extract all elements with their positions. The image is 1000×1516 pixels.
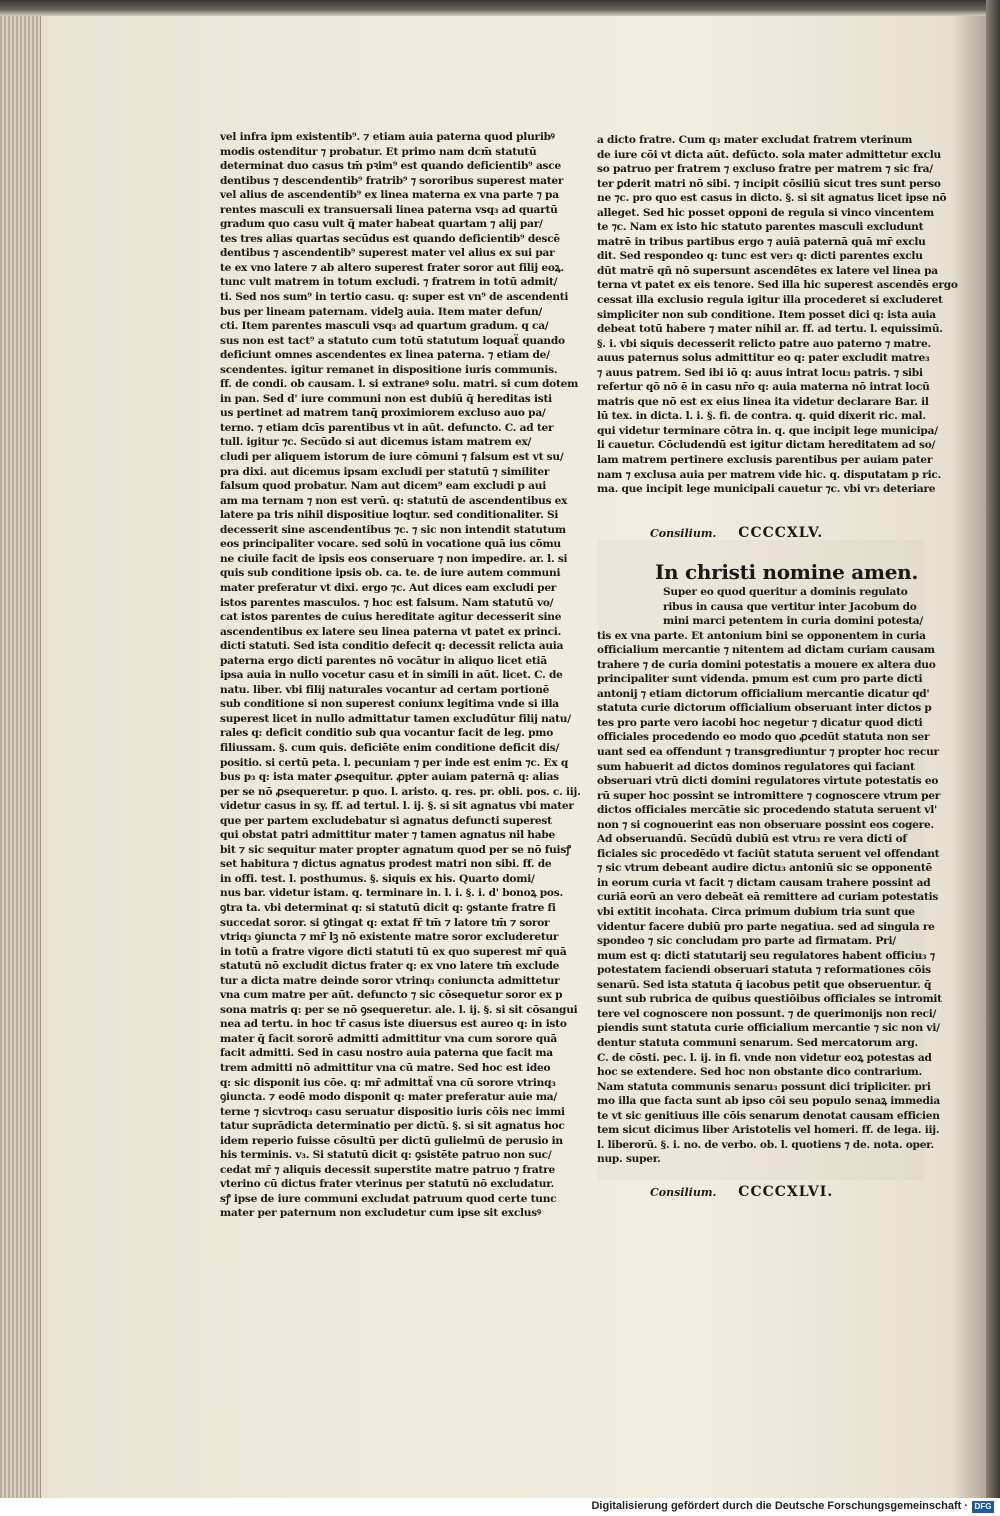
text-line: Nam statuta communis senaru₃ possunt dici tripliciter. pri [597,1080,931,1093]
text-line: nea ad tertu. in hoc tr̄ casus iste diuersus est aureo q: in isto [220,1018,567,1031]
text-line: ⁊ auus patrem. Sed ibi iō q: auus intrat locu₃ patris. ⁊ sibi [597,366,923,379]
text-line: mater q̄ facit sororē admitti admittitur vna cum sorore quā [220,1032,558,1045]
text-line: senarū. Sed ista statuta q̄ iacobus petit que obseruentur. q̄ [597,978,932,991]
footer-credit: Digitalisierung gefördert durch die Deutsche Forschungsgemeinschaft · [591,1500,968,1512]
text-line: te vt sic genitiuus ille cōis senarum denotat causam efficien [597,1109,940,1122]
text-line: terne ⁊ sicvtroq₃ casu seruatur dispositio iuris cōis nec immi [220,1105,565,1118]
text-line: que per partem excludebatur si agnatus defuncti superest [220,814,552,827]
text-line: ter ꝑderit matri nō sibi. ⁊ incipit cōsiliū sicut tres sunt perso [597,177,941,190]
text-line: vel infra ipm existentib⁹. ⁊ etiam auia paterna quod pluribꝰ [220,131,555,143]
text-line: obseruari vtrū dicti domini regulatores virtute potestatis eo [597,775,939,788]
text-line: his terminis. v₃. Si statutū dicit q: ꝯsistēte patruo non suc/ [220,1149,552,1162]
text-line: simpliciter non sub conditione. Item posset dici q: ista auia [597,308,936,321]
text-line: terno. ⁊ etiam dcīs parentibus vt in aūt. defuncto. C. ad ter [220,421,554,434]
text-line: per se nō ꝓsequeretur. p quo. l. aristo. q. res. pr. obli. pos. c. iij. [220,785,581,798]
text-line: curiā eorū an vero debeāt eā remittere ad curiam potestatis [597,891,939,904]
left-text-column [220,130,581,1221]
text-line: in totū a fratre vigore dicti statuti tū ex quo superest mr̄ quā [220,945,567,958]
text-line: statutū nō excludit dictus frater q: ex vno latere tm̄ exclude [220,960,560,973]
right-text-column-mid [597,585,942,1167]
text-line: am ma ternam ⁊ non est verū. q: statutū de ascendentibus ex [220,494,568,507]
text-line: gradum quo casu vult q̄ mater habeat quartam ⁊ alij par/ [220,218,543,231]
consilium-heading-446 [650,1181,833,1200]
text-line: mo illa que facta sunt ab ipso cōi seu populo senaꝝ immedia [597,1095,940,1108]
text-line: bus per lineam paternam. videlꝫ auia. Item mater defun/ [220,305,543,318]
text-line: tes pro parte vero iacobi hoc negetur ⁊ dicatur quod dicti [597,716,923,729]
text-line: ti. Sed nos sum⁹ in tertio casu. q: super est vn⁹ de ascendenti [220,291,569,304]
text-line: uant sed ea offendunt ⁊ transgrediuntur ⁊ propter hoc recur [597,746,939,759]
text-line: sꝭ ipse de iure communi excludat patruum quod certe tunc [220,1192,557,1205]
consilium-heading-445 [650,522,823,541]
text-line: de iure cōi vt dicta aūt. defūcto. sola mater admittetur exclu [597,148,941,161]
text-line: tatur suprādicta determinatio per dictū. §. si sit agnatus hoc [220,1120,565,1133]
text-line: sona matris q: per se nō ꝯsequeretur. ale. l. ij. §. si sit cōsangui [220,1003,578,1016]
text-line: dentur statuta communi senarum. Sed mercatorum arg. [597,1036,918,1049]
text-line: Ad obseruandū. Secūdū dubiū est vtru₃ re vera dicti of [597,833,907,846]
text-line: dentibus ⁊ ascendentib⁹ superest mater vel alius ex sui par [220,247,555,260]
text-line: q: sic disponit ius cōe. q: mr̄ admittaẗ vna cū sorore vtrinq₃ [220,1076,556,1089]
text-line: potestatem faciendi obseruari statuta ⁊ reformationes cōis [597,964,931,977]
text-line: nus bar. videtur istam. q. terminare in. l. i. §. i. d' bonoꝝ pos. [220,887,563,900]
text-line: mini marci petentem in curia domini potesta/ [663,615,924,628]
text-line: ipsa auia in nullo vocetur casu et in simili in aūt. licet. C. de [220,669,563,682]
text-line: in eorum curia vt facit ⁊ dictam causam trahere possint ad [597,876,931,889]
text-line: non ⁊ si cognouerint eas non obseruare possint eos cogere. [597,818,934,831]
text-line: ⁊ sic vtrum debeant audire dictu₃ antoniū sic se opponentē [597,862,932,875]
text-line: refertur qō nō ē in casu nr̄o q: auia materna nō intrat locū [597,381,930,394]
page-right-edge [986,0,1000,1498]
text-line: pra dixi. aut dicemus ipsam excludi per statutū ⁊ similiter [220,465,550,478]
text-line: a dicto fratre. Cum q₃ mater excludat fratrem vterinum [597,134,913,146]
text-line: mum est q: dicti statutarij seu regulatores habent officiu₃ ⁊ [597,949,935,962]
right-text-column-top [597,133,958,497]
text-line: C. de cōsti. pec. l. ij. in fi. vnde non videtur eoꝝ potestas ad [597,1051,932,1064]
text-line: mater per paternum non excludetur cum ipse sit exclusꝰ [220,1207,541,1220]
text-line: eos principaliter vocare. sed solū in vocatione quā ius cōmu [220,538,561,551]
text-line: decesserit sine ascendentibus ⁊c. ⁊ sic non intendit statutum [220,523,566,536]
text-line: so patruo per fratrem ⁊ excluso fratre per matrem ⁊ sic fra/ [597,163,933,176]
text-line: officialium mercantie ⁊ nitentem ad dictam curiam causam [597,644,935,657]
text-line: cludi per aliquem istorum de iure cōmuni ⁊ falsum est vt su/ [220,451,564,464]
text-line: auus paternus solus admittitur eo q: pater excludit matre₃ [597,352,930,365]
text-line: us pertinet ad matrem tanq̄ proximiorem excluso auo pa/ [220,407,546,420]
consilium-number: CCCCXLVI. [738,1184,834,1200]
text-line: tes tres alias quartas secūdus est quando deficientib⁹ descē [220,232,560,245]
text-line: hoc se extendere. Sed hoc non obstante dico contrarium. [597,1066,922,1079]
invocation-heading: In christi nomine amen. [655,560,919,584]
text-line: dictos officiales mercātie sic procedendo statuta seruent vl' [597,804,937,817]
text-line: ꝯtra ta. vbi determinat q: si statutū dicit q: ꝯstante fratre fi [220,901,556,914]
text-line: modis ostenditur ⁊ probatur. Et primo nam dcm̄ statutū [220,145,537,158]
text-line: latere pa tris nihil dispositiue loqtur. sed conditionaliter. Si [220,509,559,522]
text-line: debeat totū habere ⁊ mater nihil ar. ff. ad tertu. l. equissimū. [597,323,943,336]
text-line: tem sicut dicimus liber Aristotelis vel homeri. ff. de lega. iij. [597,1124,940,1137]
dfg-logo: DFG [972,1501,994,1513]
text-line: idem reperio fuisse cōsultū per dictū gulielmū de perusio in [220,1134,563,1147]
consilium-label: Consilium. [650,1186,717,1199]
text-line: terna vt patet ex eis tenore. Sed illa hic superest ascendēs ergo [597,279,958,292]
text-line: trahere ⁊ de curia domini potestatis a mouere ex altera duo [597,658,936,671]
text-line: matris que nō est ex eius linea ita videtur declarare Bar. il [597,395,929,408]
text-line: l. liberorū. §. i. no. de verbo. ob. l. quotiens ⁊ de. nota. oper. [597,1138,934,1151]
text-line: li cauetur. Cōcludendū est igitur dictam hereditatem ad so/ [597,439,936,452]
text-line: mater preferatur vt dixi. ergo ⁊c. Aut dices eam excludi per [220,581,557,594]
text-line: ribus in causa que vertitur inter Jacobum do [663,600,917,613]
text-line: videtur casus in sy. ff. ad tertul. l. ij. §. si sit agnatus vbi mater [220,800,574,813]
text-line: tunc vult matrem in totum excludi. ⁊ fratrem in totū admit/ [220,276,558,289]
text-line: statuta curie dictorum officialium obseruant inter dictos p [597,702,932,715]
text-line: dentibus ⁊ descendentib⁹ fratrib⁹ ⁊ sororibus superest mater [220,174,564,187]
text-line: rū super hoc possint se intromittere ⁊ cognoscere vtrum per [597,789,941,802]
text-line: rentes masculi ex transuersali linea paterna vsq₃ ad quartū [220,203,558,216]
text-line: te ⁊c. Nam ex isto hic statuto parentes masculi excludunt [597,221,924,234]
text-line: antonij ⁊ etiam dictorum officialium mercantie dicatur qd' [597,687,930,700]
text-line: cat istos parentes de cuius hereditate agitur decesserit sine [220,611,562,624]
text-line: videntur facere dubiū pro parte negatiua. sed ad singula re [597,920,935,933]
text-line: nup. super. [597,1153,661,1166]
text-line: spondeo ⁊ sic concludam pro parte ad firmatam. Pri/ [597,935,896,948]
text-line: deficiunt omnes ascendentes ex linea paterna. ⁊ etiam de/ [220,349,550,362]
text-line: bus p₃ q: ista mater ꝓsequitur. ꝓpter auiam paternā q: alias [220,771,559,784]
text-line: cedat mr̄ ⁊ aliquis decessit superstite matre patruo ⁊ fratre [220,1163,555,1176]
text-line: bit ⁊ sic sequitur mater propter agnatum quod per se nō fuisꝭ [220,843,571,856]
text-line: natu. liber. vbi filij naturales vocantur ad certam portionē [220,683,550,696]
text-line: tis ex vna parte. Et antonium bini se opponentem in curia [597,629,926,642]
text-line: vtriq₃ ꝯiuncta ⁊ mr̄ lꝫ nō existente matre soror excluderetur [220,931,559,944]
text-line: ꝯiuncta. ⁊ eodē modo disponit q: mater preferatur auie ma/ [220,1091,558,1104]
text-line: ff. de condi. ob causam. l. si extraneꝰ solu. matri. si cum dotem [220,378,579,391]
text-line: determinat duo casus tm̄ pꝛim⁹ est quando deficientib⁹ asce [220,160,561,173]
text-line: rales q: deficit conditio sub qua vocantur facit de leg. pmo [220,727,554,740]
consilium-number: CCCCXLV. [738,525,824,541]
text-line: set habitura ⁊ dictus agnatus prodest matri non sibi. ff. de [220,858,552,871]
text-line: istos parentes masculos. ⁊ hoc est falsum. Nam statutū vo/ [220,596,554,609]
text-line: vna cum matre per aūt. defuncto ⁊ sic cōsequetur soror ex p [220,989,563,1002]
text-line: sus non est tact⁹ a statuto cum totū statutum loquaẗ quando [220,334,565,347]
text-line: alleget. Sed hic posset opponi de regula si vinco vincentem [597,206,934,219]
text-line: qui videtur terminare cōtra in. q. que incipit lege municipa/ [597,424,938,437]
text-line: succedat soror. si ꝯtingat q: extat fr̄ tm̄ ⁊ latore tm̄ ⁊ soror [220,916,550,929]
text-line: in offi. test. l. posthumus. §. siquis ex his. Quarto domi/ [220,872,535,885]
text-line: falsum quod probatur. Nam aut dicem⁹ eam excludi p aui [220,480,546,493]
text-line: qui obstat patri admittitur mater ⁊ tamen agnatus nil habe [220,829,556,842]
text-line: ne ⁊c. pro quo est casus in dicto. §. si sit agnatus licet ipse nō [597,192,947,205]
text-line: dūt matrē qñ nō supersunt ascendētes ex latere vel linea pa [597,264,938,277]
text-line: cti. Item parentes masculi vsq₃ ad quartum gradum. q ca/ [220,320,549,333]
text-line: vel alius de ascendentib⁹ ex linea materna ex vna parte ⁊ pa [220,189,559,202]
text-line: lū tex. in dicta. l. i. §. fi. de contra. q. quid dixerit ric. mal. [597,410,926,423]
text-line: facit admitti. Sed in casu nostro auia paterna que facit ma [220,1047,553,1060]
text-line: sunt sub rubrica de quibus questiōibus officiales se intromit [597,993,942,1006]
consilium-label: Consilium. [650,527,717,540]
text-line: matrē in tribus partibus ergo ⁊ auiā paternā quā mr̄ exclu [597,235,926,248]
text-line: vterino cū dictus frater vterinus per statutū nō excludatur. [220,1178,555,1191]
text-line: dit. Sed respondeo q: tunc est ver₃ q: dicti parentes exclu [597,250,923,263]
text-line: ficiales sic procedēdo vt faciūt statuta seruent vel offendant [597,847,940,860]
text-line: tere vel cognoscere non possunt. ⁊ de querimonijs non reci/ [597,1007,937,1020]
text-line: cessat illa exclusio regula igitur illa procederet si excluderet [597,294,943,307]
text-line: tull. igitur ⁊c. Secūdo si aut dicemus istam matrem ex/ [220,436,532,449]
text-line: filiussam. §. cum quis. deficiēte enim conditione deficit dis/ [220,741,560,754]
text-line: positio. si certū peta. l. pecuniam ⁊ per inde est enim ⁊c. Ex q [220,756,568,769]
text-line: scendentes. igitur remanet in dispositione iuris communis. [220,363,558,376]
text-line: lam matrem pertinere exclusis parentibus per auiam pater [597,454,933,467]
page-top-edge [0,0,1000,16]
text-line: dicti statuti. Sed ista conditio defecit q: decessit relicta auia [220,640,564,653]
text-line: vbi extitit incohata. Circa primum dubium tria sunt que [597,906,915,919]
book-gutter [0,16,41,1498]
text-line: trem admitti nō admittitur vna cū matre. Sed hoc est ideo [220,1062,551,1074]
text-line: ne ciuile facit de ipsis eos conseruare ⁊ non impedire. ar. l. si [220,552,568,565]
text-line: ascendentibus ex latere seu linea paterna vt patet ex princi. [220,625,562,638]
text-line: superest licet in nullo admittatur tamen excludūtur filij natu/ [220,712,571,725]
text-line: paterna ergo dicti parentes nō vocātur in aliquo licet etiā [220,654,547,667]
text-line: tur a dicta matre deinde soror vtrinq₃ coniuncta admittetur [220,974,560,987]
text-line: quis sub conditione ipsis ob. ca. te. de iure autem communi [220,567,561,580]
text-line: §. i. vbi siquis decesserit relicto patre auo paterno ⁊ matre. [597,337,931,350]
text-line: ma. que incipit lege municipali cauetur ⁊c. vbi vr₃ deteriare [597,483,936,496]
text-line: officiales procedendo eo modo quo ꝓcedūt statuta non ser [597,731,930,744]
text-line: principaliter sunt videnda. pmum est cum pro parte dicti [597,673,923,686]
text-line: piendis sunt statuta curie officialium mercantie ⁊ sic non vi/ [597,1022,940,1035]
text-line: in pan. Sed d' iure communi non est dubiū q̄ hereditas isti [220,392,552,405]
text-line: sub conditione si non superest coniunx legitima vnde si illa [220,698,559,711]
text-line: Super eo quod queritur a dominis regulato [663,586,908,598]
text-line: te ex vno latere ⁊ ab altero superest frater soror aut filij eoꝝ. [220,261,564,274]
text-line: nam ⁊ exclusa auia per matrem vide hic. q. disputatam p ric. [597,468,942,481]
text-line: sum habuerit ad dictos dominos regulatores qui faciant [597,760,915,773]
